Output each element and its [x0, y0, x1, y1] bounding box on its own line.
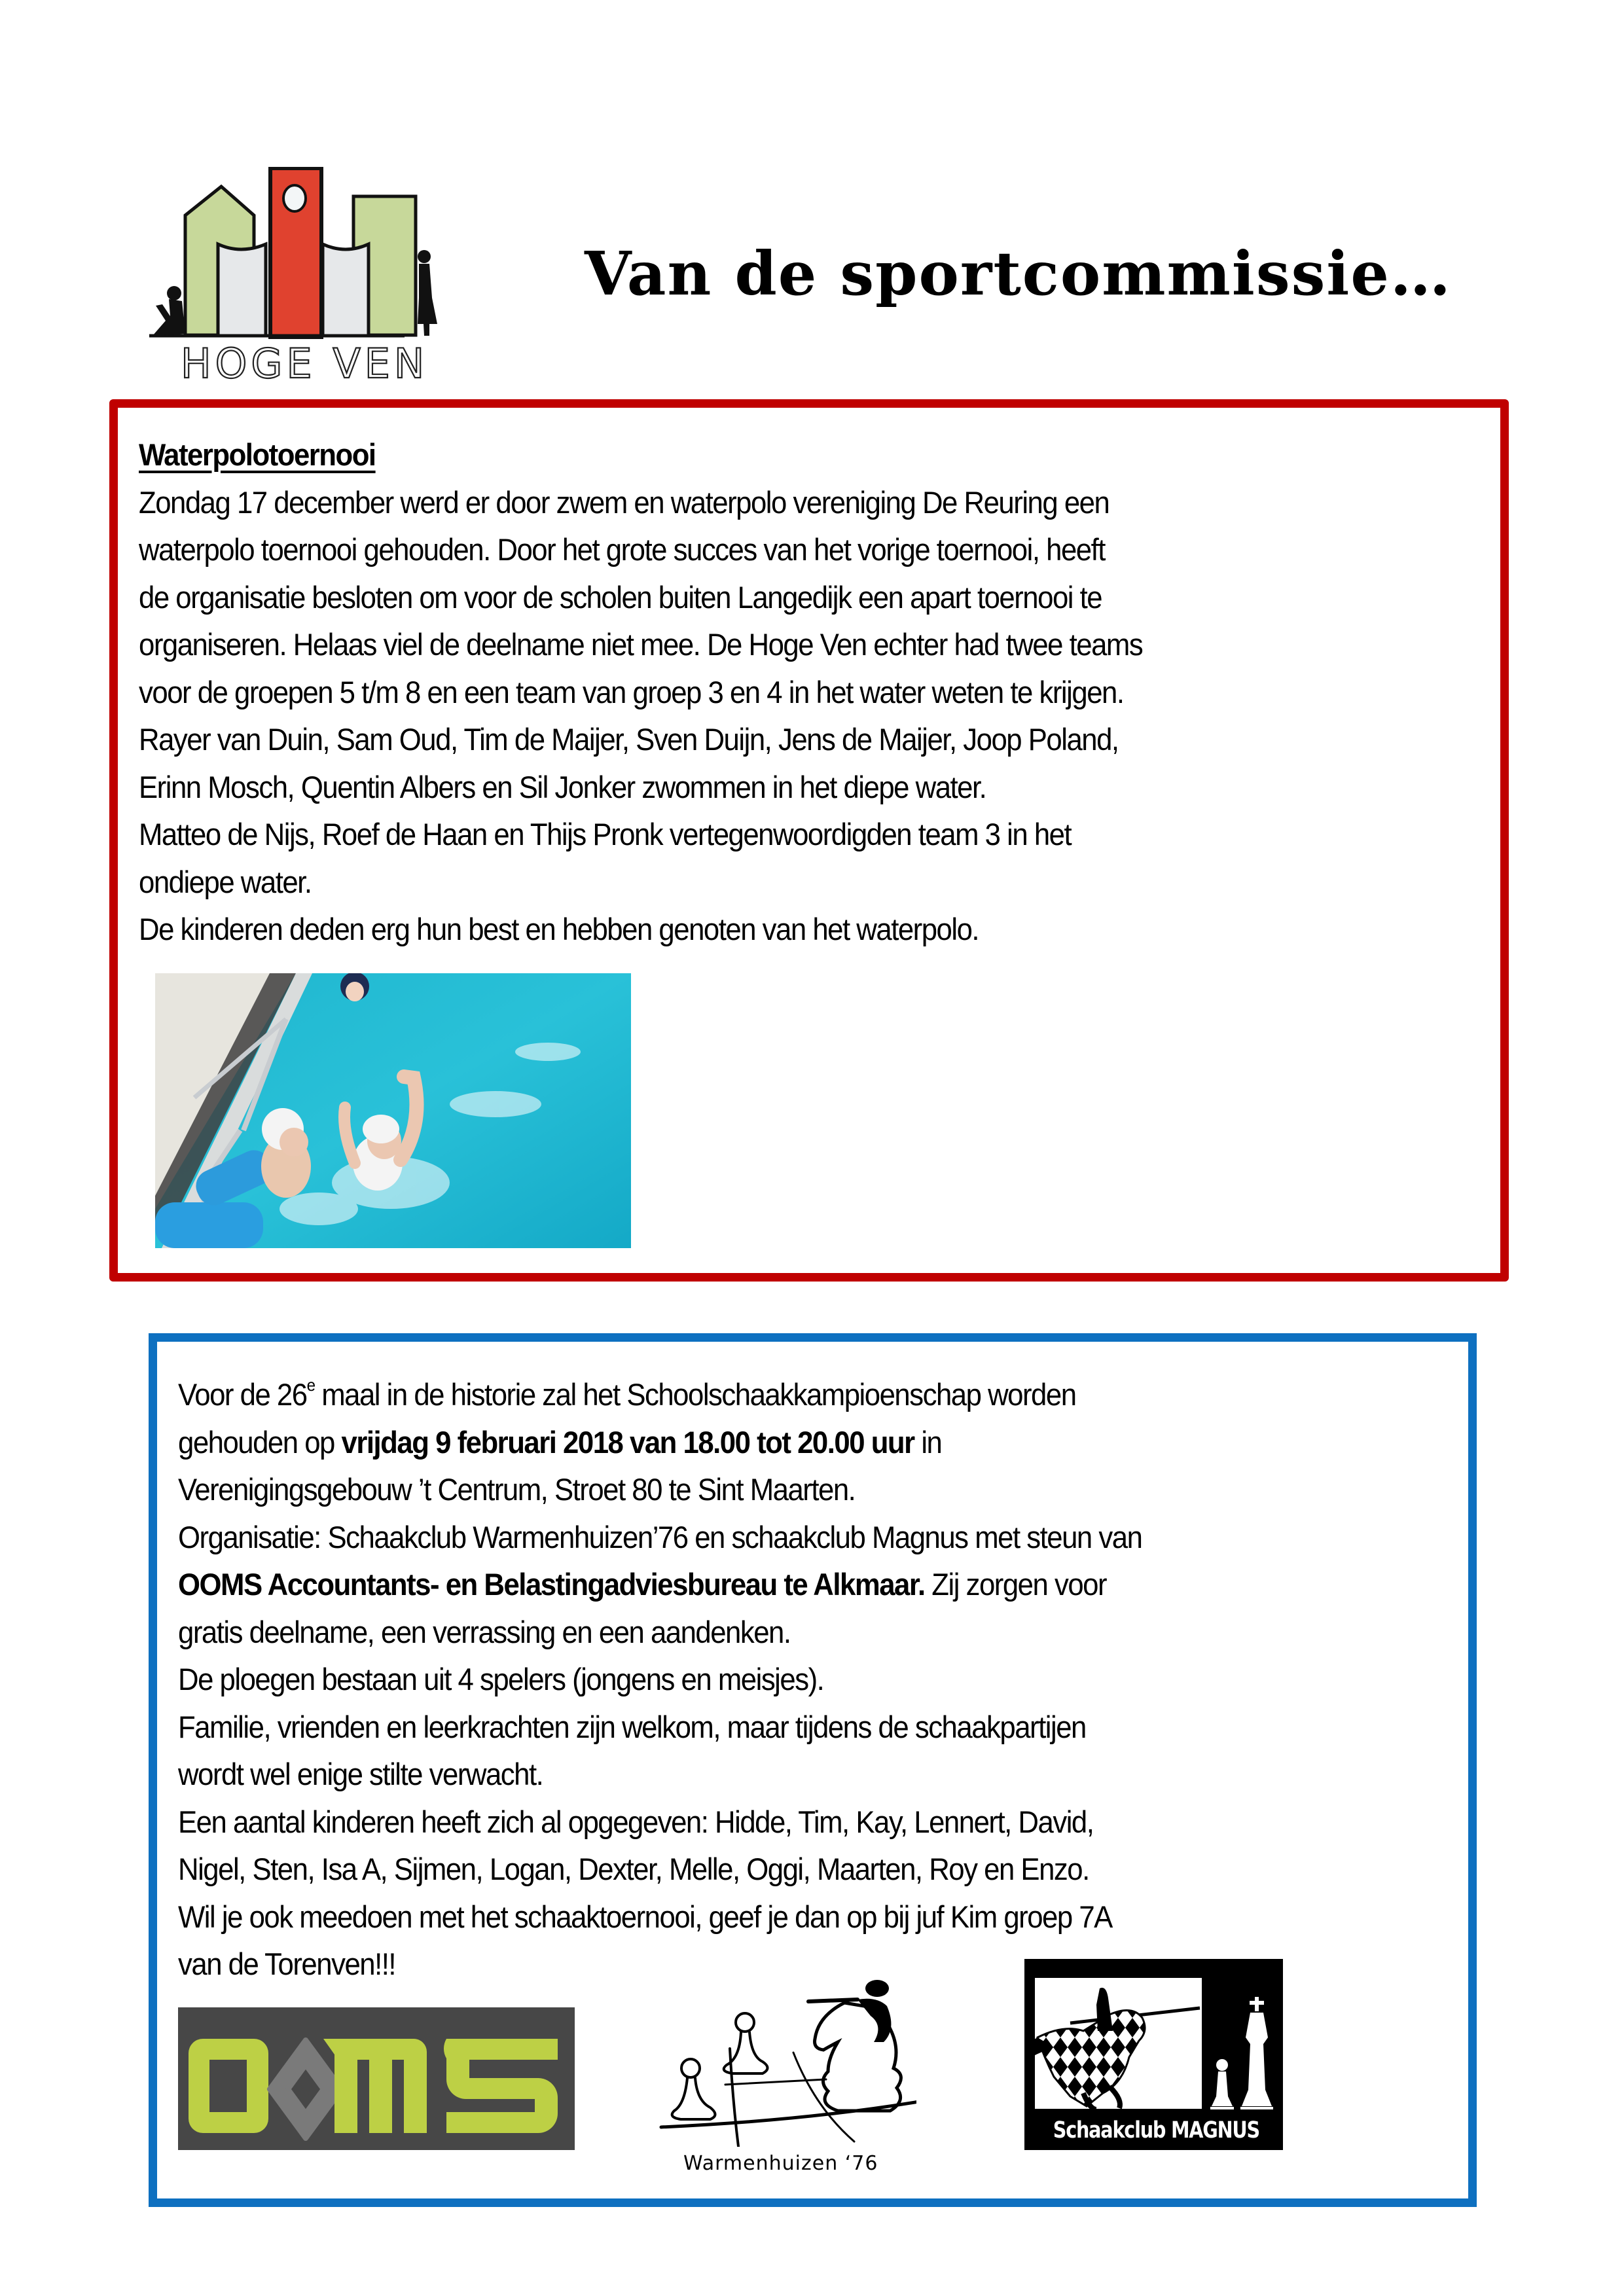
chess-article	[178, 1371, 1142, 1988]
event-date-time: vrijdag 9 februari 2018 van 18.00 tot 20.00 uur	[341, 1424, 914, 1460]
school-name: HOGE VEN	[181, 340, 429, 386]
paragraph-line: Rayer van Duin, Sam Oud, Tim de Maijer, Sven Duijn, Jens de Maijer, Joop Poland,	[139, 722, 1119, 757]
paragraph-line: Voor de 26e maal in de historie zal het Schoolschaakkampioenschap worden	[178, 1375, 1076, 1412]
paragraph-line: wordt wel enige stilte verwacht.	[178, 1757, 543, 1791]
waterpolo-section	[109, 399, 1509, 1282]
paragraph-line: organiseren. Helaas viel de deelname niet mee. De Hoge Ven echter had twee teams	[139, 627, 1143, 662]
paragraph-line: Matteo de Nijs, Roef de Haan en Thijs Pronk vertegenwoordigden team 3 in het	[139, 817, 1072, 852]
paragraph-line: Zondag 17 december werd er door zwem en waterpolo vereniging De Reuring een	[139, 484, 1110, 520]
sponsor-name: OOMS Accountants- en Belastingadviesbureau te Alkmaar.	[178, 1567, 925, 1602]
paragraph-line: de organisatie besloten om voor de scholen buiten Langedijk een apart toernooi te	[139, 579, 1102, 615]
paragraph-line: Wil je ook meedoen met het schaaktoernooi, geef je dan op bij juf Kim groep 7A	[178, 1899, 1112, 1934]
paragraph-line: OOMS Accountants- en Belastingadviesbureau te Alkmaar. Zij zorgen voor	[178, 1567, 1107, 1602]
warmenhuizen-logo	[641, 1977, 916, 2193]
paragraph-line: gehouden op vrijdag 9 februari 2018 van 18.00 tot 20.00 uur in	[178, 1424, 942, 1460]
ooms-wordmark-icon	[178, 2007, 575, 2150]
paragraph-line: waterpolo toernooi gehouden. Door het grote succes van het vorige toernooi, heeft	[139, 532, 1105, 567]
warmenhuizen-caption: Warmenhuizen ‘76	[683, 2152, 878, 2175]
school-buildings-icon	[149, 167, 503, 386]
paragraph-line: Verenigingsgebouw ’t Centrum, Stroet 80 te Sint Maarten.	[178, 1472, 856, 1507]
chess-section	[149, 1333, 1477, 2207]
paragraph-line: De kinderen deden erg hun best en hebben genoten van het waterpolo.	[139, 912, 979, 946]
page-title: Van de sportcommissie…	[585, 238, 1452, 309]
section-heading: Waterpolotoernooi	[139, 437, 376, 472]
waterpolo-photo	[155, 973, 631, 1248]
paragraph-line: voor de groepen 5 t/m 8 en een team van groep 3 en 4 in het water weten te krijgen.	[139, 674, 1124, 709]
paragraph-line: Nigel, Sten, Isa A, Sijmen, Logan, Dexter, Melle, Oggi, Maarten, Roy en Enzo.	[178, 1852, 1089, 1886]
ooms-logo	[178, 2007, 575, 2150]
magnus-caption: Schaakclub MAGNUS	[1053, 2117, 1259, 2144]
paragraph-line: Organisatie: Schaakclub Warmenhuizen’76 en schaakclub Magnus met steun van	[178, 1519, 1142, 1554]
paragraph-line: ondiepe water.	[139, 864, 312, 899]
waterpolo-article	[139, 431, 1142, 954]
hoge-ven-logo	[149, 167, 503, 386]
paragraph-line: van de Torenven!!!	[178, 1946, 396, 1981]
ordinal-superscript: e	[306, 1375, 315, 1395]
paragraph-line: Erinn Mosch, Quentin Albers en Sil Jonker zwommen in het diepe water.	[139, 769, 986, 804]
paragraph-line: De ploegen bestaan uit 4 spelers (jongens en meisjes).	[178, 1662, 824, 1696]
paragraph-line: Familie, vrienden en leerkrachten zijn welkom, maar tijdens de schaakpartijen	[178, 1709, 1086, 1744]
paragraph-line: gratis deelname, een verrassing en een aandenken.	[178, 1614, 791, 1649]
magnus-logo	[1024, 1959, 1283, 2150]
chess-knight-rider-icon	[641, 1977, 916, 2147]
paragraph-line: Een aantal kinderen heeft zich al opgegeven: Hidde, Tim, Kay, Lennert, David,	[178, 1804, 1094, 1839]
